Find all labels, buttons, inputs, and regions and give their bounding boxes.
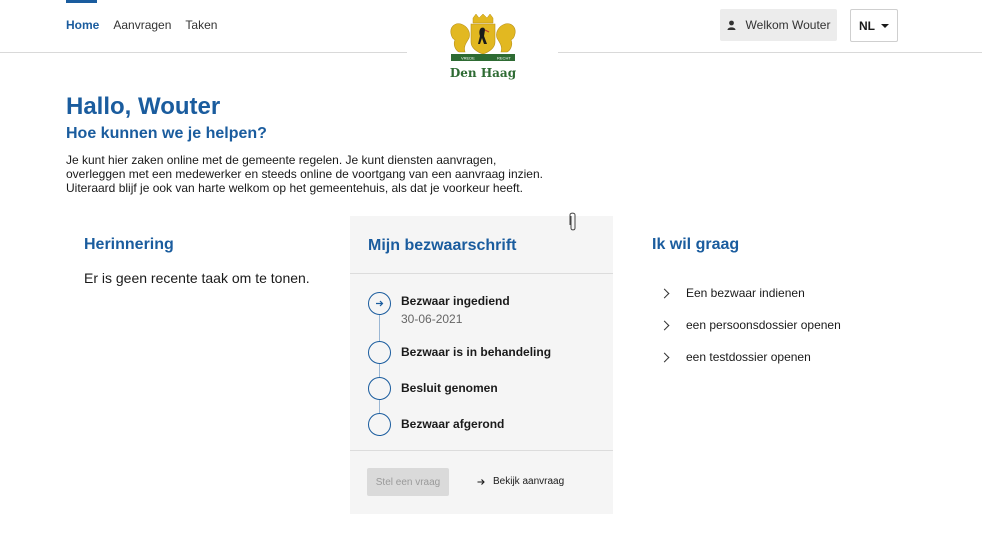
language-select[interactable]: [850, 9, 898, 42]
nav-taken[interactable]: Taken: [185, 18, 218, 32]
action-label: een testdossier openen: [686, 350, 811, 364]
user-menu-button[interactable]: [720, 9, 837, 41]
logo-motto-right: RECHT: [497, 55, 511, 61]
action-label: Een bezwaar indienen: [686, 286, 805, 300]
step-label: Bezwaar afgerond: [401, 417, 505, 431]
header-divider-right: [558, 52, 982, 53]
timeline-step: [368, 413, 504, 436]
step-date: 30-06-2021: [401, 312, 463, 326]
nav-aanvragen[interactable]: Aanvragen: [113, 18, 172, 32]
objection-card: [350, 216, 613, 514]
timeline-step-marker: [368, 341, 391, 364]
card-divider: [350, 273, 613, 274]
logo-text: Den Haag: [449, 66, 517, 80]
chevron-right-icon: [660, 320, 670, 330]
step-label: Bezwaar is in behandeling: [401, 345, 552, 359]
page-subtitle: Hoe kunnen we je helpen?: [66, 125, 267, 142]
caret-down-icon: [881, 24, 889, 28]
reminder-section: [84, 236, 310, 286]
step-label: Besluit genomen: [401, 381, 498, 395]
page-title: Hallo, Wouter: [66, 93, 221, 120]
language-value: NL: [859, 18, 875, 33]
coat-of-arms-icon: [447, 14, 519, 66]
paperclip-icon: [568, 212, 578, 232]
intro-text: Je kunt hier zaken online met de gemeente regelen. Je kunt diensten aanvragen, overleggen met een medewerker en steeds online de voortgang van een aanvraag inzien. Uiteraard blijf je ook van harte welkom op het gemeentehuis, als dat je voorkeur heeft.: [66, 153, 543, 195]
actions-title: Ik wil graag: [652, 236, 740, 253]
action-item-persoonsdossier[interactable]: [652, 309, 841, 341]
timeline-step-marker: [368, 413, 391, 436]
timeline-line: [379, 315, 380, 425]
chevron-right-icon: [660, 288, 670, 298]
den-haag-logo[interactable]: [447, 14, 519, 84]
actions-list: [652, 277, 841, 373]
nav-home[interactable]: Home: [66, 18, 100, 32]
arrow-right-icon: [375, 299, 384, 308]
ask-question-button[interactable]: Stel een vraag: [367, 468, 449, 496]
chevron-right-icon: [660, 352, 670, 362]
timeline-step: [368, 341, 551, 364]
timeline-step: [368, 377, 498, 400]
active-nav-indicator: [66, 0, 97, 3]
action-item-bezwaar[interactable]: [652, 277, 841, 309]
main-nav: [66, 18, 217, 32]
logo-motto-left: VREDE: [461, 55, 475, 61]
action-label: een persoonsdossier openen: [686, 318, 841, 332]
reminder-empty-text: Er is geen recente taak om te tonen.: [84, 270, 310, 286]
objection-title: Mijn bezwaarschrift: [368, 237, 517, 254]
welcome-label: Welkom Wouter: [745, 18, 831, 32]
timeline-step-marker: [368, 377, 391, 400]
timeline-step: [368, 292, 510, 326]
user-icon: [727, 20, 736, 30]
view-request-link[interactable]: [477, 476, 564, 487]
action-item-testdossier[interactable]: [652, 341, 841, 373]
reminder-title: Herinnering: [84, 236, 174, 253]
arrow-right-icon: [477, 478, 485, 486]
header-divider-left: [0, 52, 407, 53]
timeline-step-marker: [368, 292, 391, 315]
actions-section: [652, 236, 841, 373]
card-divider: [350, 450, 613, 451]
step-label: Bezwaar ingediend: [401, 294, 510, 308]
view-request-label: Bekijk aanvraag: [493, 476, 565, 487]
